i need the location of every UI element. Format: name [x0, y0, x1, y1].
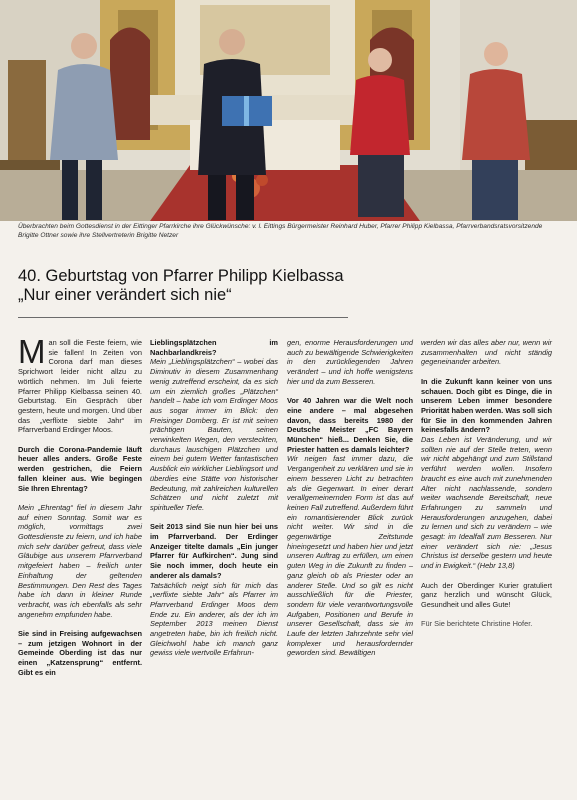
interview-answer: Wir neigen fast immer dazu, die Vergangenheit zu verklären und sie in einem besseren Licht zu betrachten als die Gegenwart. In einer derart verallgemeinernden Form ist das auf keinen Fall zutreffend. Außerdem führt ein romantisierender Blick zurück nicht weiter. Wir sind in die gegenwärtige Zeitstunde hineingesetzt und haben hier und jetzt unseren Auftrag zu erfüllen, um einen guten Weg in die Zukunft zu finden – ganz gleich ob als Priester oder an anderer Stelle. Und so gilt es nicht ausschließlich für die Priester, sondern für viele verantwortungsvolle Aufgaben, Positionen und Berufe in unserer Gesellschaft, dass sie im Laufe der letzten Jahrzehnte sehr viel komplexer und herausfordernder geworden sind. Bewältigen [287, 454, 413, 658]
church-photo [0, 0, 577, 221]
interview-question: Durch die Corona-Pandemie läuft heuer alles anders. Große Feste werden gestrichen, die Feiern fallen kleiner aus. Wie begingen Sie Ihren Ehrentag? [18, 444, 142, 493]
article-headline: „Nur einer verändert sich nie“ [18, 286, 232, 304]
interview-question: Vor 40 Jahren war die Welt noch eine andere – mal abgesehen davon, dass bereits 1980 der Deutsche Meister „FC Bayern München“ hieß... Denken Sie, die Priester hatten es damals leichter? [287, 396, 413, 454]
headline-divider [18, 317, 348, 318]
interview-question: Seit 2013 sind Sie nun hier bei uns im Pfarrverband. Der Erdinger Anzeiger titelte damals „Ein junger Pfarrer für Aufkirchen“. Jung sind Sie noch immer, doch heute ein anderer als damals? [150, 522, 278, 580]
intro-paragraph: Man soll die Feste feiern, wie sie fallen! In Zeiten von Corona darf man dieses Sprichwort leider nicht allzu zu wörtlich nehmen. Im Juli feierte Pfarrer Philipp Kielbassa seinen 40. Geburtstag. Ein Gespräch über gestern, heute und morgen. Und über das „verflixte siebte Jahr“ im Pfarrverband Erdinger Moos. [18, 333, 142, 435]
interview-question: Lieblingsplätzchen im Nachbarlandkreis? [150, 338, 278, 357]
text-column-2 [150, 338, 278, 668]
article-kicker: 40. Geburtstag von Pfarrer Philipp Kielbassa [18, 267, 344, 285]
interview-answer: gen, enorme Herausforderungen und auch zu bewältigende Schwierigkeiten in den zurückliegenden Jahren verändert – und ich hoffe wenigstens hier und da zum Besseren. [287, 338, 413, 386]
interview-question: In die Zukunft kann keiner von uns schauen. Doch gibt es Dinge, die in unserem Leben immer besondere Priorität haben werden. Was soll sich für Sie in den kommenden Jahren keinesfalls ändern? [421, 376, 552, 435]
interview-answer: Mein „Ehrentag“ fiel in diesem Jahr auf einen Sonntag. Somit war es möglich, vormittags zwei Gottesdienste zu feiern, und ich habe mich sehr darüber gefreut, dass viele Gläubige aus unserem Pfarrverband mitgefeiert haben – freilich unter Einhaltung der geltenden Bestimmungen. Den Rest des Tages habe ich dann in kleiner Runde verbracht, was ich ebenfalls als sehr angenehm empfunden habe. [18, 502, 142, 619]
closing-paragraph: Auch der Oberdinger Kurier gratuliert ganz herzlich und wünscht Glück, Gesundheit und alles Gute! [421, 580, 552, 609]
interview-answer: werden wir das alles aber nur, wenn wir zusammenhalten und nicht ständig gegeneinander arbeiten. [421, 338, 552, 367]
interview-answer: Tatsächlich neigt sich für mich das „verflixte siebte Jahr“ als Pfarrer im Pfarrverband Erdinger Moos dem Ende zu. Ein anderer, als der ich im September 2013 meinen Dienst angetreten habe, bin ich freilich nicht. Gleichwohl habe ich manch ganz gewiss viele wertvolle Erfahrun- [150, 580, 278, 658]
interview-question: Sie sind in Freising aufgewachsen – zum jetzigen Wohnort in der Gemeinde Oberding ist das nur einen „Katzensprung“ entfernt. Gibt es ein [18, 629, 142, 677]
interview-answer: Mein „Lieblingsplätzchen“ – wobei das Diminutiv in diesem Zusammenhang wenig zutreffend erscheint, da es sich um ein ziemlich großes „Plätzchen“ handelt – habe ich vom Erdinger Moos aus sogar immer im Blick: den Freisinger Domberg. Er ist mit seinen prächtigen Bauten, seinen verwinkelten Wegen, den versteckten, durchaus lauschigen Plätzchen und einem bei gutem Wetter fantastischen Ausblick ein wirklicher Lieblingsort und überdies eine Stätte von historischer Bedeutung, mit zahlreichen kulturellen Schätzen und nicht zuletzt mit spiritueller Tiefe. [150, 357, 278, 512]
photo-caption: Überbrachten beim Gottesdienst in der Eittinger Pfarrkirche ihre Glückwünsche: v. l. Eittings Bürgermeister Reinhard Huber, Pfarrer Philipp Kielbassa, Pfarrverbandsratsvorsitzende Brigitte Ottner sowie ihre Stellvertreterin Brigitte Netzer [18, 223, 543, 239]
text-column-1 [18, 333, 142, 687]
interview-answer: Das Leben ist Veränderung, und wir sollten nie auf der Stelle treten, wenn wir nicht abgehängt und zum Stillstand verführt werden wollen. Insofern braucht es eine auch mit zunehmenden Alter nicht nachlassende, sondern weiter wachsende Bereitschaft, neue Erfahrungen zu sammeln und Herausforderungen anzugehen, dabei zu lernen und sich zu verändern – wie gesagt: im Idealfall zum Besseren. Nur einer verändert sich nie: „Jesus Christus ist derselbe gestern und heute und in Ewigkeit.“ (Hebr 13,8) [421, 435, 552, 571]
photo-illustration [0, 0, 577, 221]
text-column-4 [421, 338, 552, 639]
author-credit: Für Sie berichtete Christine Hofer. [421, 619, 533, 629]
text-column-3 [287, 338, 413, 668]
